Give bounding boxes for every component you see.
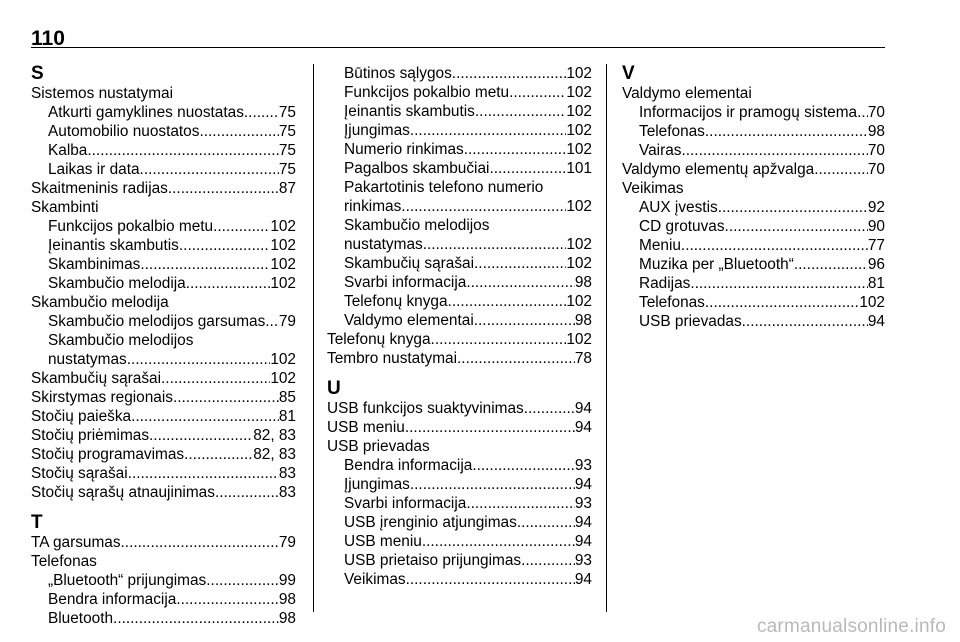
index-section	[622, 64, 885, 331]
entry-text: Skaitmeninis radijas	[31, 180, 168, 197]
page-reference: 102	[566, 103, 592, 120]
page-reference: 94	[867, 313, 885, 330]
entry-text: Vairas	[639, 142, 682, 159]
dot-leader	[474, 254, 566, 273]
page-reference: 70	[867, 142, 885, 159]
page-reference: 82, 83	[253, 427, 296, 444]
section-letter: V	[622, 63, 635, 84]
page-reference: 93	[574, 457, 592, 474]
index-subentry	[327, 197, 592, 216]
dot-leader	[690, 274, 868, 293]
entry-text: nustatymas	[344, 236, 423, 253]
dot-leader	[742, 312, 868, 331]
page-reference: 75	[278, 123, 296, 140]
index-entry	[31, 179, 296, 198]
page-reference: 93	[574, 495, 592, 512]
index-subentry	[31, 122, 296, 141]
index-subentry	[622, 217, 885, 236]
index-subentry	[31, 609, 296, 628]
page-reference: 83	[278, 465, 296, 482]
page-reference: 70	[867, 104, 885, 121]
page-reference: 81	[278, 408, 296, 425]
page-reference: 102	[270, 351, 296, 368]
index-subentry	[327, 83, 592, 102]
index-subentry	[31, 590, 296, 609]
index-subentry	[31, 217, 296, 236]
entry-text: Telefonas	[639, 294, 705, 311]
page-reference: 82, 83	[253, 446, 296, 463]
entry-text: TA garsumas	[31, 534, 121, 551]
index-subentry	[327, 456, 592, 475]
dot-leader	[509, 83, 566, 102]
dot-leader	[431, 330, 567, 349]
index-subentry	[31, 236, 296, 255]
index-subentry	[622, 103, 885, 122]
index-entry	[31, 464, 296, 483]
index-subentry	[327, 64, 592, 83]
entry-text: USB meniu	[344, 533, 422, 550]
dot-leader	[452, 64, 567, 83]
index-subentry	[31, 571, 296, 590]
entry-text: Valdymo elementų apžvalga	[622, 161, 815, 178]
dot-leader	[128, 464, 279, 483]
page-reference: 90	[867, 218, 885, 235]
page-reference: 102	[270, 370, 296, 387]
dot-leader	[448, 292, 567, 311]
index-section	[327, 379, 592, 589]
entry-text: Įjungimas	[344, 476, 410, 493]
index-column-1	[31, 64, 296, 628]
entry-text: Svarbi informacija	[344, 495, 467, 512]
page-reference: 102	[566, 236, 592, 253]
page-reference: 75	[278, 104, 296, 121]
dot-leader	[457, 349, 575, 368]
page-reference: 75	[278, 161, 296, 178]
watermark: carmanualsonline.info	[756, 616, 946, 637]
page-reference: 83	[278, 484, 296, 501]
dot-leader	[474, 311, 575, 330]
dot-leader	[472, 456, 575, 475]
index-subentry	[327, 159, 592, 178]
entry-text: „Bluetooth“ prijungimas	[48, 572, 207, 589]
dot-leader	[489, 159, 566, 178]
dot-leader	[213, 217, 270, 236]
page-reference: 102	[566, 331, 592, 348]
entry-text: Tembro nustatymai	[327, 350, 458, 367]
page-reference: 102	[270, 237, 296, 254]
dot-leader	[149, 426, 253, 445]
dot-leader	[87, 141, 279, 160]
index-subentry: Skambučio melodijos	[48, 332, 194, 349]
entry-text: Informacijos ir pramogų sistema	[639, 104, 858, 121]
index-entry	[622, 160, 885, 179]
index-subentry	[31, 312, 296, 331]
dot-leader	[140, 255, 270, 274]
dot-leader	[725, 217, 868, 236]
dot-leader	[265, 312, 279, 331]
dot-leader	[814, 160, 868, 179]
dot-leader	[168, 179, 279, 198]
dot-leader	[131, 407, 279, 426]
dot-leader	[857, 103, 868, 122]
page-reference: 94	[574, 419, 592, 436]
index-entry	[31, 369, 296, 388]
dot-leader	[422, 532, 575, 551]
entry-text: Stočių paieška	[31, 408, 132, 425]
index-subentry	[31, 141, 296, 160]
page-reference: 79	[278, 313, 296, 330]
dot-leader	[161, 369, 270, 388]
index-heading: Telefonas	[31, 553, 97, 570]
dot-leader	[410, 121, 566, 140]
page-reference: 93	[574, 552, 592, 569]
page-reference: 102	[270, 218, 296, 235]
entry-text: Stočių sąrašų atnaujinimas	[31, 484, 215, 501]
index-section	[31, 513, 296, 628]
entry-text: Įeinantis skambutis	[48, 237, 179, 254]
index-subentry	[622, 274, 885, 293]
entry-text: Atkurti gamyklines nuostatas	[48, 104, 244, 121]
page-reference: 87	[278, 180, 296, 197]
page-reference: 102	[566, 84, 592, 101]
dot-leader	[521, 551, 575, 570]
entry-text: Telefonų knyga	[327, 331, 431, 348]
entry-text: Pagalbos skambučiai	[344, 160, 490, 177]
index-subentry	[327, 311, 592, 330]
entry-text: Meniu	[639, 237, 681, 254]
page-reference: 78	[574, 350, 592, 367]
index-entry	[327, 349, 592, 368]
dot-leader	[524, 399, 575, 418]
page-reference: 98	[574, 274, 592, 291]
index-section	[31, 64, 296, 502]
page-reference: 98	[574, 312, 592, 329]
entry-text: AUX įvestis	[639, 199, 718, 216]
dot-leader	[466, 273, 575, 292]
page-reference: 98	[278, 610, 296, 627]
page-reference: 92	[867, 199, 885, 216]
page-reference: 94	[574, 571, 592, 588]
page-reference: 102	[566, 141, 592, 158]
entry-text: nustatymas	[48, 351, 127, 368]
dot-leader	[401, 197, 566, 216]
index-subentry	[31, 160, 296, 179]
index-entry	[31, 426, 296, 445]
index-subentry	[622, 198, 885, 217]
index-entry	[31, 483, 296, 502]
column-divider	[313, 64, 314, 612]
index-subentry	[327, 121, 592, 140]
dot-leader	[199, 122, 278, 141]
section-letter: U	[327, 378, 341, 399]
entry-text: Bendra informacija	[344, 457, 473, 474]
entry-text: Būtinos sąlygos	[344, 65, 452, 82]
index-heading: USB prievadas	[327, 438, 430, 455]
page-reference: 98	[867, 123, 885, 140]
dot-leader	[127, 350, 271, 369]
dot-leader	[705, 122, 868, 141]
page-reference: 99	[278, 572, 296, 589]
index-subentry	[31, 255, 296, 274]
index-heading: Valdymo elementai	[622, 85, 752, 102]
page-reference: 102	[566, 122, 592, 139]
dot-leader	[410, 475, 575, 494]
entry-text: Skirstymas regionais	[31, 389, 173, 406]
entry-text: Skambinimas	[48, 256, 141, 273]
page-reference: 102	[566, 255, 592, 272]
index-subentry	[622, 293, 885, 312]
index-subentry	[327, 254, 592, 273]
index-subentry	[622, 122, 885, 141]
page-reference: 101	[566, 160, 592, 177]
entry-text: Bendra informacija	[48, 591, 177, 608]
dot-leader	[681, 141, 867, 160]
entry-text: Funkcijos pokalbio metu	[344, 84, 510, 101]
dot-leader	[176, 590, 279, 609]
dot-leader	[466, 494, 575, 513]
page-reference: 77	[867, 237, 885, 254]
entry-text: Įjungimas	[344, 122, 410, 139]
dot-leader	[475, 102, 566, 121]
header-rule	[31, 47, 885, 48]
entry-text: Įeinantis skambutis	[344, 103, 475, 120]
dot-leader	[215, 483, 279, 502]
entry-text: Radijas	[639, 275, 691, 292]
page-reference: 79	[278, 534, 296, 551]
page-reference: 102	[566, 198, 592, 215]
page-reference: 81	[867, 275, 885, 292]
dot-leader	[405, 418, 575, 437]
index-heading: Sistemos nustatymai	[31, 85, 173, 102]
dot-leader	[464, 140, 567, 159]
index-subentry	[327, 140, 592, 159]
dot-leader	[423, 235, 567, 254]
dot-leader	[173, 388, 279, 407]
entry-text: USB įrenginio atjungimas	[344, 514, 517, 531]
entry-text: Stočių sąrašai	[31, 465, 128, 482]
entry-text: Valdymo elementai	[344, 312, 474, 329]
page-reference: 102	[566, 293, 592, 310]
index-subentry	[31, 350, 296, 369]
entry-text: rinkimas	[344, 198, 402, 215]
dot-leader	[140, 160, 279, 179]
entry-text: Automobilio nuostatos	[48, 123, 200, 140]
index-subentry	[327, 513, 592, 532]
index-subentry	[327, 235, 592, 254]
page-reference: 94	[574, 514, 592, 531]
entry-text: Skambučių sąrašai	[344, 255, 475, 272]
column-divider	[606, 64, 607, 612]
index-entry	[31, 407, 296, 426]
page-reference: 85	[278, 389, 296, 406]
entry-text: Veikimas	[344, 571, 406, 588]
index-section	[327, 64, 592, 368]
page-number: 110	[31, 27, 65, 50]
index-column-3	[622, 64, 885, 331]
page-reference: 96	[867, 256, 885, 273]
dot-leader	[121, 533, 279, 552]
page-reference: 94	[574, 533, 592, 550]
index-heading: Veikimas	[622, 180, 684, 197]
index-subentry	[327, 494, 592, 513]
index-subentry	[327, 292, 592, 311]
index-entry	[31, 388, 296, 407]
entry-text: Numerio rinkimas	[344, 141, 464, 158]
dot-leader	[244, 103, 279, 122]
dot-leader	[718, 198, 868, 217]
index-subentry	[31, 274, 296, 293]
index-heading: Skambinti	[31, 199, 99, 216]
index-subentry: Skambučio melodijos	[344, 217, 490, 234]
dot-leader	[184, 445, 253, 464]
entry-text: Telefonų knyga	[344, 293, 448, 310]
index-subentry	[327, 532, 592, 551]
page-reference: 102	[270, 275, 296, 292]
index-entry	[31, 445, 296, 464]
index-subentry	[622, 312, 885, 331]
index-entry	[327, 399, 592, 418]
index-entry	[327, 418, 592, 437]
entry-text: Telefonas	[639, 123, 705, 140]
page-reference: 102	[270, 256, 296, 273]
page-reference: 94	[574, 400, 592, 417]
entry-text: USB meniu	[327, 419, 405, 436]
dot-leader	[794, 255, 868, 274]
index-subentry	[327, 273, 592, 292]
entry-text: Stočių programavimas	[31, 446, 185, 463]
index-subentry	[327, 475, 592, 494]
index-column-2	[327, 64, 592, 589]
page-reference: 98	[278, 591, 296, 608]
entry-text: Laikas ir data	[48, 161, 140, 178]
index-subentry	[327, 551, 592, 570]
dot-leader	[186, 274, 271, 293]
index-subentry	[31, 103, 296, 122]
entry-text: Muzika per „Bluetooth“	[639, 256, 794, 273]
entry-text: CD grotuvas	[639, 218, 725, 235]
index-subentry: Pakartotinis telefono numerio	[344, 179, 544, 196]
section-letter: S	[31, 63, 44, 84]
page-reference: 94	[574, 476, 592, 493]
index-subentry	[327, 102, 592, 121]
entry-text: Funkcijos pokalbio metu	[48, 218, 214, 235]
section-letter: T	[31, 512, 43, 533]
dot-leader	[517, 513, 575, 532]
dot-leader	[705, 293, 859, 312]
index-subentry	[622, 255, 885, 274]
entry-text: Stočių priėmimas	[31, 427, 150, 444]
dot-leader	[681, 236, 868, 255]
index-entry	[31, 533, 296, 552]
dot-leader	[179, 236, 270, 255]
entry-text: Bluetooth	[48, 610, 114, 627]
index-heading: Skambučio melodija	[31, 294, 169, 311]
index-subentry	[622, 141, 885, 160]
page-reference: 102	[859, 294, 885, 311]
entry-text: USB prievadas	[639, 313, 742, 330]
page-reference: 75	[278, 142, 296, 159]
dot-leader	[406, 570, 575, 589]
entry-text: USB funkcijos suaktyvinimas	[327, 400, 524, 417]
entry-text: Svarbi informacija	[344, 274, 467, 291]
entry-text: Skambučių sąrašai	[31, 370, 162, 387]
entry-text: USB prietaiso prijungimas	[344, 552, 522, 569]
dot-leader	[206, 571, 279, 590]
entry-text: Skambučio melodija	[48, 275, 186, 292]
index-entry	[327, 330, 592, 349]
index-subentry	[622, 236, 885, 255]
page-reference: 102	[566, 65, 592, 82]
dot-leader	[113, 609, 279, 628]
entry-text: Kalba	[48, 142, 88, 159]
entry-text: Skambučio melodijos garsumas	[48, 313, 266, 330]
index-subentry	[327, 570, 592, 589]
page-reference: 70	[867, 161, 885, 178]
